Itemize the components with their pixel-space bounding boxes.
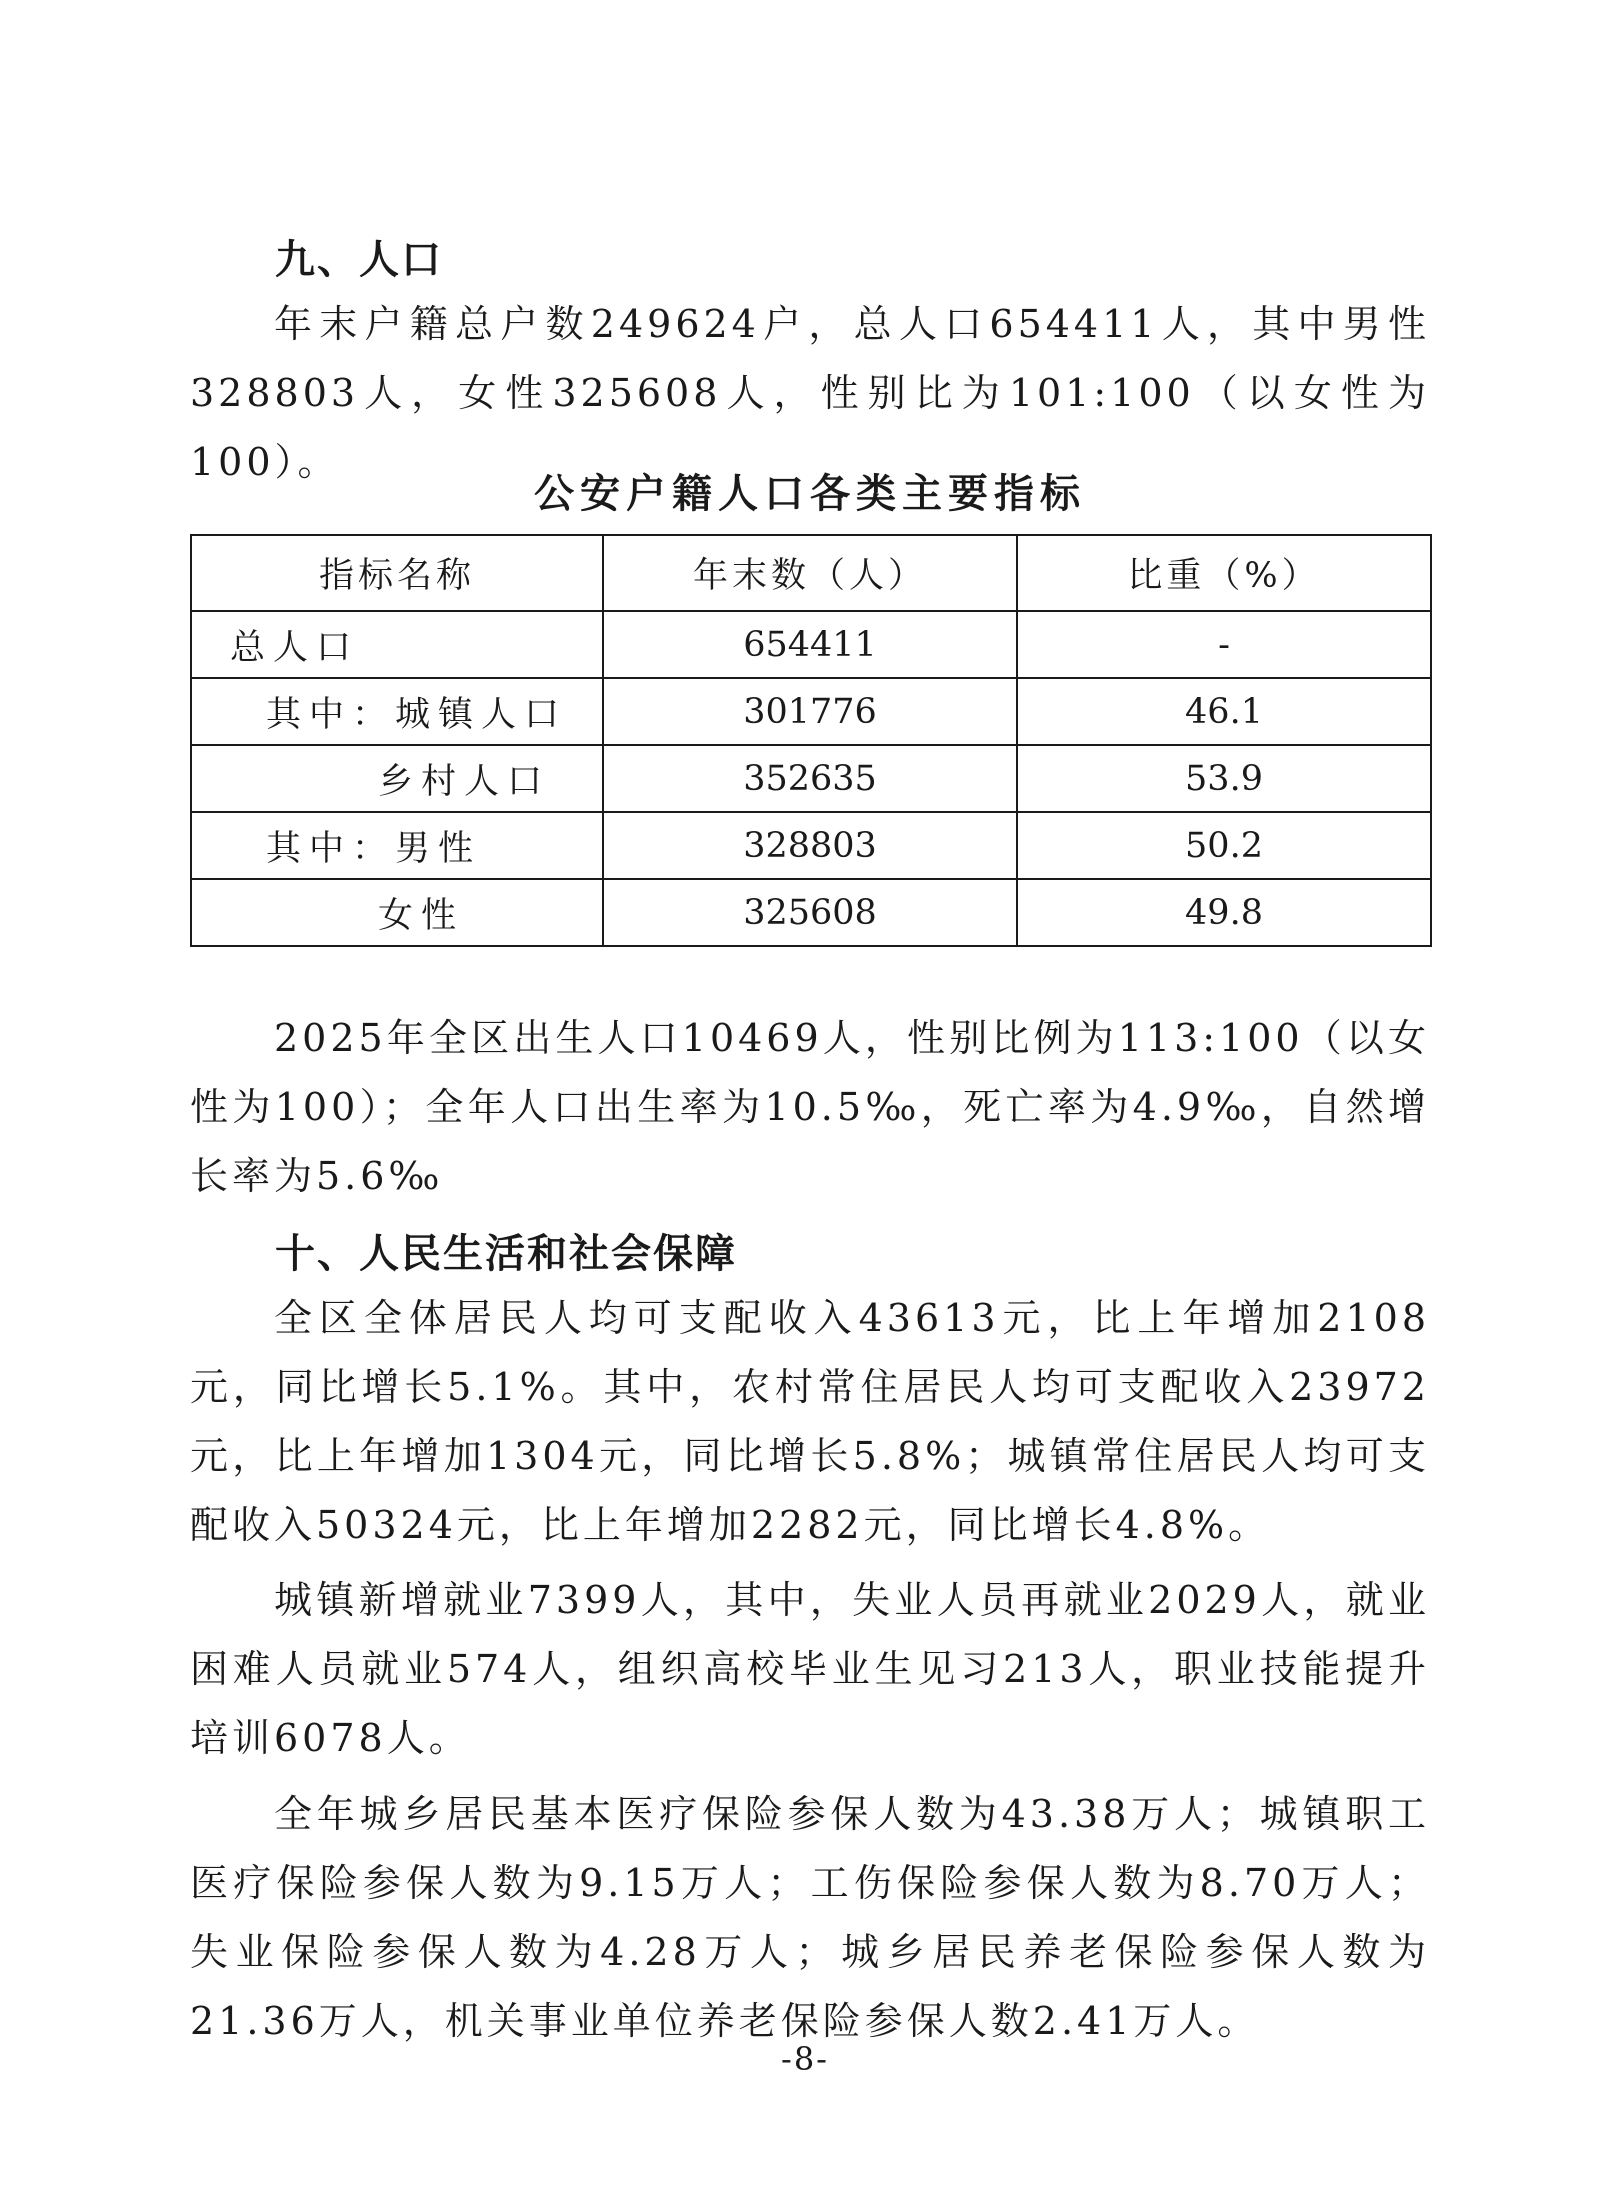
income-paragraph: 全区全体居民人均可支配收入43613元，比上年增加2108元，同比增长5.1%。其中，农村常住居民人均可支配收入23972元，比上年增加1304元，同比增长5.8%；城镇常住居民人均可支配收入50324元，比上年增加2282元，同比增长4.8%。 <box>190 1296 1430 1547</box>
section-heading-livelihood: 十、人民生活和社会保障 <box>275 1231 737 1277</box>
table-row <box>191 745 1431 812</box>
row-share: - <box>1017 611 1431 678</box>
row-label: 总人口 <box>191 611 603 678</box>
births-paragraph: 2025年全区出生人口10469人，性别比例为113:100（以女性为100）；全年人口出生率为10.5‰，死亡率为4.9‰，自然增长率为5.6‰ <box>190 1016 1430 1198</box>
table-title: 公安户籍人口各类主要指标 <box>534 471 1086 517</box>
table-header-row <box>191 535 1431 611</box>
row-label: 其中：城镇人口 <box>191 678 603 745</box>
row-label: 女性 <box>191 879 603 946</box>
section-heading-population: 九、人口 <box>275 237 443 283</box>
table-row <box>191 678 1431 745</box>
row-share: 50.2 <box>1017 812 1431 879</box>
table-row <box>191 611 1431 678</box>
row-share: 46.1 <box>1017 678 1431 745</box>
column-header-share: 比重（%） <box>1017 535 1431 611</box>
table-row <box>191 812 1431 879</box>
row-label: 其中：男性 <box>191 812 603 879</box>
table-row <box>191 879 1431 946</box>
row-label: 乡村人口 <box>191 745 603 812</box>
row-share: 53.9 <box>1017 745 1431 812</box>
row-value: 654411 <box>603 611 1017 678</box>
row-value: 328803 <box>603 812 1017 879</box>
row-value: 325608 <box>603 879 1017 946</box>
population-paragraph: 年末户籍总户数249624户，总人口654411人，其中男性328803人，女性325608人，性别比为101:100（以女性为100）。 <box>190 302 1430 484</box>
insurance-paragraph: 全年城乡居民基本医疗保险参保人数为43.38万人；城镇职工医疗保险参保人数为9.15万人；工伤保险参保人数为8.70万人；失业保险参保人数为4.28万人；城乡居民养老保险参保人数为21.36万人，机关事业单位养老保险参保人数2.41万人。 <box>190 1792 1430 2043</box>
column-header-year-end: 年末数（人） <box>603 535 1017 611</box>
row-share: 49.8 <box>1017 879 1431 946</box>
row-value: 352635 <box>603 745 1017 812</box>
population-indicator-table <box>190 534 1432 947</box>
page-number: -8- <box>781 2040 829 2078</box>
row-value: 301776 <box>603 678 1017 745</box>
employment-paragraph: 城镇新增就业7399人，其中，失业人员再就业2029人，就业困难人员就业574人，组织高校毕业生见习213人，职业技能提升培训6078人。 <box>190 1578 1430 1760</box>
column-header-indicator: 指标名称 <box>191 535 603 611</box>
